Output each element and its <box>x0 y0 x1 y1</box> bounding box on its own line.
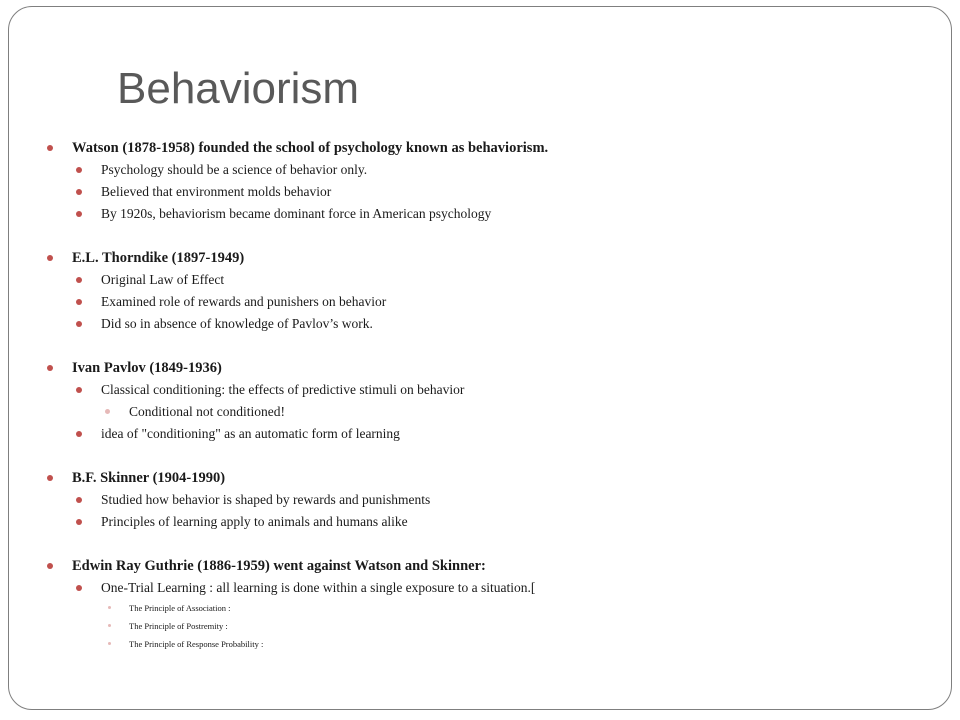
sub-bullet <box>9 313 953 335</box>
spacer <box>9 225 953 247</box>
sub-bullet <box>9 577 953 599</box>
bullet-text: E.L. Thorndike (1897-1949) <box>72 250 245 266</box>
sub-bullet-text: idea of "conditioning" as an automatic form of learning <box>101 426 400 441</box>
sub-bullet-text: Believed that environment molds behavior <box>101 184 332 199</box>
sub-bullet <box>9 511 953 533</box>
spacer <box>9 335 953 357</box>
bullet-dot-icon <box>47 365 53 371</box>
bullet-dot-icon <box>108 624 111 627</box>
sub-bullet-text: Principles of learning apply to animals and humans alike <box>101 514 408 529</box>
bullet-dot-icon <box>76 277 82 283</box>
bullet-dot-icon <box>76 167 82 173</box>
bullet-pavlov <box>9 357 953 379</box>
minor-bullet-text: The Principle of Response Probability : <box>129 639 264 649</box>
sub-bullet <box>9 489 953 511</box>
bullet-skinner <box>9 467 953 489</box>
bullet-text: Watson (1878-1958) founded the school of psychology known as behaviorism. <box>72 140 549 156</box>
sub-bullet-text: Original Law of Effect <box>101 272 225 287</box>
spacer <box>9 533 953 555</box>
sub-bullet-text: Did so in absence of knowledge of Pavlov’s work. <box>101 316 373 331</box>
bullet-thorndike <box>9 247 953 269</box>
bullet-dot-icon <box>76 211 82 217</box>
sub-bullet <box>9 181 953 203</box>
bullet-dot-icon <box>76 387 82 393</box>
sub-bullet-text: One-Trial Learning : all learning is done within a single exposure to a situation.[ <box>101 580 536 595</box>
minor-bullet-text: The Principle of Postremity : <box>129 621 228 631</box>
bullet-dot-icon <box>108 606 111 609</box>
bullet-text: B.F. Skinner (1904-1990) <box>72 470 226 486</box>
bullet-text: Edwin Ray Guthrie (1886-1959) went against Watson and Skinner: <box>72 558 486 574</box>
sub-bullet-text: Studied how behavior is shaped by rewards and punishments <box>101 492 431 507</box>
bullet-dot-icon <box>76 299 82 305</box>
bullet-dot-icon <box>47 145 53 151</box>
minor-bullet <box>9 635 953 653</box>
slide-title: Behaviorism <box>117 64 360 113</box>
sub-bullet <box>9 291 953 313</box>
bullet-dot-icon <box>47 255 53 261</box>
sub-bullet <box>9 379 953 401</box>
bullet-dot-icon <box>47 475 53 481</box>
bullet-dot-icon <box>76 189 82 195</box>
minor-bullet <box>9 617 953 635</box>
sub-bullet-text: Examined role of rewards and punishers on behavior <box>101 294 387 309</box>
sub-bullet <box>9 269 953 291</box>
sub-bullet-text: Classical conditioning: the effects of predictive stimuli on behavior <box>101 382 465 397</box>
bullet-dot-icon <box>76 585 82 591</box>
sub-sub-bullet <box>9 401 953 423</box>
sub-sub-bullet-text: Conditional not conditioned! <box>129 404 285 419</box>
bullet-dot-icon <box>47 563 53 569</box>
slide <box>8 6 952 710</box>
bullet-dot-icon <box>76 497 82 503</box>
bullet-dot-icon <box>76 321 82 327</box>
bullet-guthrie <box>9 555 953 577</box>
bullet-dot-icon <box>105 409 110 414</box>
bullet-watson <box>9 137 953 159</box>
bullet-dot-icon <box>76 431 82 437</box>
sub-bullet <box>9 203 953 225</box>
minor-bullet-text: The Principle of Association : <box>129 603 231 613</box>
spacer <box>9 445 953 467</box>
bullet-dot-icon <box>108 642 111 645</box>
slide-content <box>9 137 953 653</box>
sub-bullet-text: Psychology should be a science of behavior only. <box>101 162 368 177</box>
sub-bullet-text: By 1920s, behaviorism became dominant force in American psychology <box>101 206 492 221</box>
bullet-dot-icon <box>76 519 82 525</box>
sub-bullet <box>9 423 953 445</box>
sub-bullet <box>9 159 953 181</box>
minor-bullet <box>9 599 953 617</box>
bullet-text: Ivan Pavlov (1849-1936) <box>72 360 222 376</box>
